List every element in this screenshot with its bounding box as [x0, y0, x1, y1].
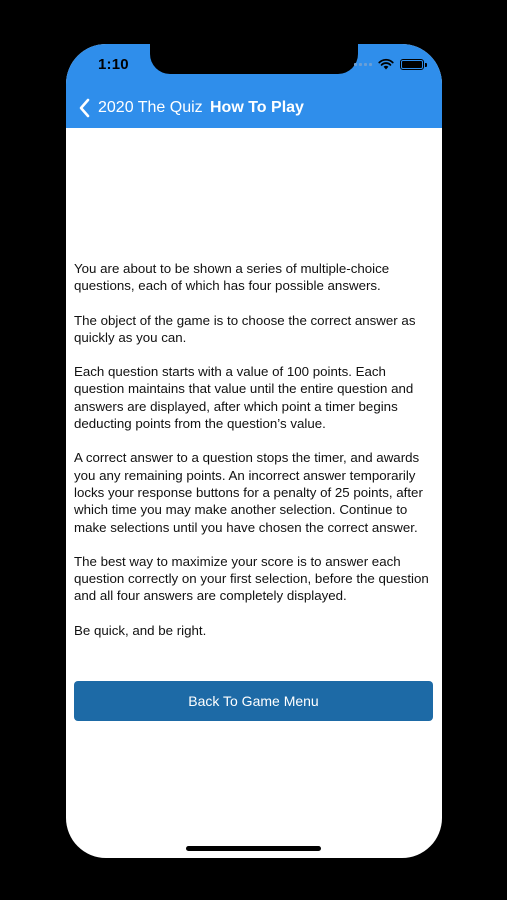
instruction-paragraph: Be quick, and be right.	[74, 622, 207, 638]
navigation-bar	[66, 88, 442, 128]
status-time: 1:10	[98, 56, 129, 73]
device-notch	[150, 44, 358, 74]
instruction-paragraph: You are about to be shown a series of multiple-choice questions, each of which has four possible answers.	[74, 261, 390, 294]
back-button[interactable]	[76, 95, 203, 121]
status-icons	[354, 58, 424, 70]
instruction-paragraph: Each question starts with a value of 100 points. Each question maintains that value until the entire question and answers are displayed, after which point a timer begins deducting points from the question’s value.	[74, 364, 414, 432]
page-title: How To Play	[210, 99, 304, 116]
back-to-game-menu-button[interactable]: Back To Game Menu	[74, 681, 433, 721]
instructions-text	[74, 260, 434, 645]
instruction-paragraph: The best way to maximize your score is to answer each question correctly on your first selection, before the question and all four answers are completely displayed.	[74, 553, 429, 604]
wifi-icon	[378, 58, 394, 70]
signal-icon	[354, 63, 372, 66]
status-bar	[66, 44, 442, 88]
home-indicator[interactable]	[186, 846, 321, 851]
back-button-label: 2020 The Quiz	[98, 99, 203, 116]
battery-icon	[400, 59, 424, 70]
instruction-paragraph: A correct answer to a question stops the timer, and awards you any remaining points. An incorrect answer temporarily locks your response buttons for a penalty of 25 points, after which time you may make another selection. Continue to make selections until you have chosen the correct answer.	[74, 450, 423, 535]
instruction-paragraph: The object of the game is to choose the correct answer as quickly as you can.	[74, 312, 416, 345]
chevron-left-icon	[76, 97, 94, 119]
phone-screen	[66, 44, 442, 858]
